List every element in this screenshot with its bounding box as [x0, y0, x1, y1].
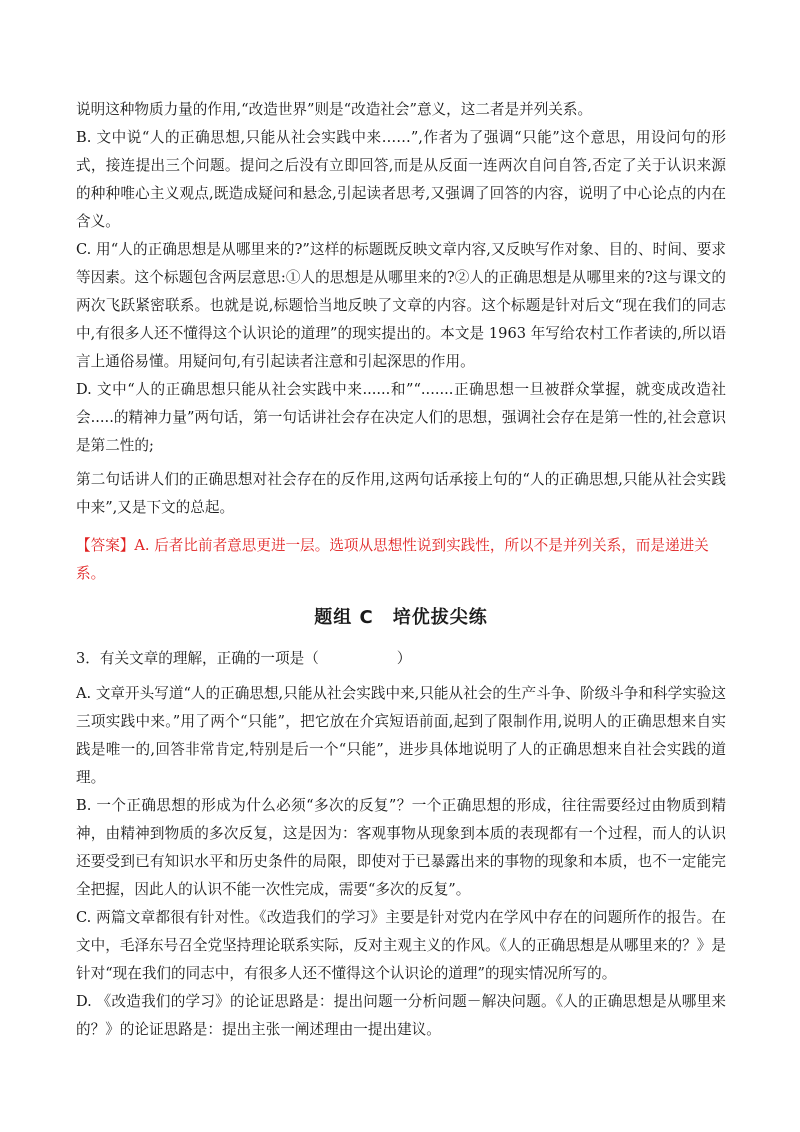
- analysis-option-d-continued: 第二句话讲人们的正确思想对社会存在的反作用,这两句话承接上句的“人的正确思想,只能从社会实践中来”,又是下文的总起。: [76, 471, 726, 516]
- question-stem-close: ）: [396, 650, 412, 667]
- question-option-b: B. 一个正确思想的形成为什么必须“多次的反复”？一个正确思想的形成，往往需要经过由物质到精神，由精神到物质的多次反复，这是因为：客观事物从现象到本质的表现都有一个过程，而人的认识还要受到已有知识水平和历史条件的局限，即使对于已暴露出来的事物的现象和本质，也不一定能完全把握，因此人的认识不能一次性完成，需要“多次的反复”。: [76, 797, 726, 898]
- section-title: 题组 C 培优拔尖练: [314, 607, 488, 628]
- answer-line: [76, 532, 726, 588]
- question-option-a: A. 文章开头写道“人的正确思想,只能从社会实践中来,只能从社会的生产斗争、阶级斗争和科学实验这三项实践中来。”用了两个“只能”，把它放在介宾短语前面,起到了限制作用,说明人的正确思想来自实践是唯一的,回答非常肯定,特别是后一个“只能”，进步具体地说明了人的正确思想来自社会实践的道理。: [76, 685, 726, 786]
- question-option-d: D. 《改造我们的学习》的论证思路是：提出问题一分析问题－解决问题。《人的正确思想是从哪里来的？》的论证思路是：提出主张一阐述理由一提出建议。: [76, 993, 726, 1038]
- analysis-option-c: C. 用“人的正确思想是从哪里来的?”这样的标题既反映文章内容,又反映写作对象、目的、时间、要求等因素。这个标题包含两层意思:①人的思想是从哪里来的?②人的正确思想是从哪里来的?这与课文的两次飞跃紧密联系。也就是说,标题恰当地反映了文章的内容。这个标题是针对后文“现在我们的同志中,有很多人还不懂得这个认识论的道理”的现实提出的。本文是 1963 年写给农村工作者读的,所以语言上通俗易懂。用疑问句,有引起读者注意和引起深思的作用。: [76, 241, 726, 370]
- analysis-option-b: B. 文中说“人的正确思想,只能从社会实践中来……”,作者为了强调“只能”这个意思，用设问句的形式，接连提出三个问题。提问之后没有立即回答,而是从反面一连两次自问自答,否定了关于认识来源的种种唯心主义观点,既造成疑问和悬念,引起读者思考,又强调了回答的内容，说明了中心论点的内在含义。: [76, 129, 726, 230]
- analysis-option-d: D. 文中“人的正确思想只能从社会实践中来......和”“.......正确思想一旦被群众掌握，就变成改造社会.....的精神力量”两句话，第一句话讲社会存在决定人们的思想，强调社会存在是第一性的,社会意识是第二性的;: [76, 381, 726, 454]
- question-option-c: C. 两篇文章都很有针对性。《改造我们的学习》主要是针对党内在学风中存在的问题所作的报告。在文中，毛泽东号召全党坚持理论联系实际，反对主观主义的作风。《人的正确思想是从哪里来的？》是针对“现在我们的同志中，有很多人还不懂得这个认识论的道理”的现实情况所写的。: [76, 909, 726, 982]
- answer-tag: 【答案】: [76, 537, 135, 554]
- text-line-continuation: 说明这种物质力量的作用,“改造世界”则是“改造社会”意义，这二者是并列关系。: [76, 101, 593, 118]
- document-page: [76, 96, 726, 1044]
- question-stem-text: 3．有关文章的理解，正确的一项是（: [76, 650, 319, 667]
- answer-text: A. 后者比前者意思更进一层。选项从思想性说到实践性，所以不是并列关系，而是递进关系。: [76, 537, 709, 582]
- question-stem: [76, 644, 726, 674]
